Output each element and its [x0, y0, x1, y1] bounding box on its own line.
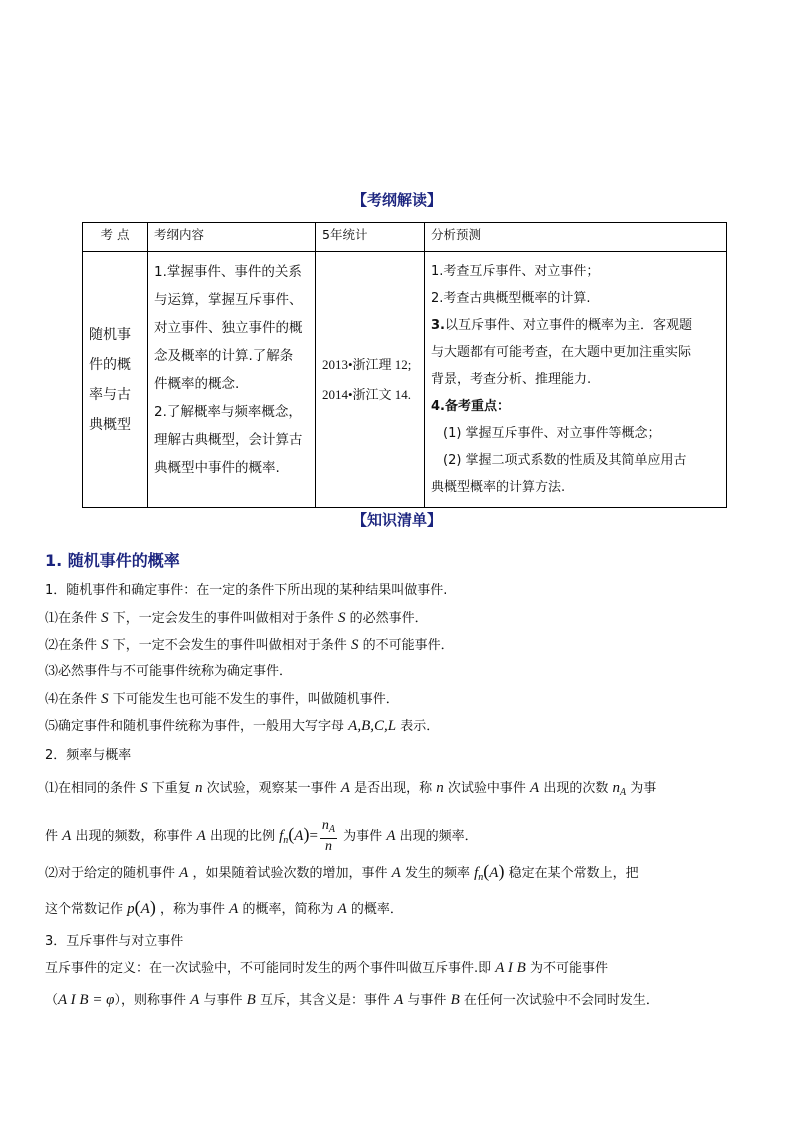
- content-line: 典概型中事件的概率.: [154, 460, 280, 476]
- math-paren: ): [303, 824, 310, 844]
- text: 次试验，观察某一事件: [206, 781, 337, 796]
- topic-line: 件的概: [89, 356, 131, 373]
- math-symbol: B: [450, 992, 460, 1008]
- math-symbol: f: [279, 828, 284, 844]
- text: 下，一定不会发生的事件叫做相对于条件: [112, 638, 347, 653]
- math-symbol: p: [127, 901, 135, 917]
- item-number: 3.: [431, 318, 445, 333]
- content-line: 念及概率的计算.了解条: [154, 348, 294, 364]
- text: ⑴在条件: [45, 611, 98, 626]
- analysis-line: 典概型概率的计算方法.: [431, 480, 566, 495]
- stats-cell: [316, 252, 425, 508]
- text: ，称为事件: [159, 902, 225, 917]
- analysis-line: 2.考查古典概型概率的计算.: [431, 291, 591, 306]
- text: ⑷在条件: [45, 692, 98, 707]
- text: 为不可能事件: [529, 961, 608, 976]
- text: 的必然事件．: [349, 611, 428, 626]
- content-line: 1.掌握事件、事件的关系: [154, 264, 302, 280]
- analysis-line: 1.考查互斥事件、对立事件；: [431, 264, 600, 279]
- text: （: [45, 993, 59, 1008]
- text: ⑵在条件: [45, 638, 98, 653]
- content-line: 与运算，掌握互斥事件、: [154, 292, 303, 308]
- paragraph: [45, 958, 735, 979]
- text: ⑴在相同的条件: [45, 781, 137, 796]
- subsection-title: 3．互斥事件与对立事件: [45, 934, 184, 949]
- math-symbol: S: [337, 610, 346, 626]
- paragraph: [45, 861, 735, 888]
- analysis-cell: [425, 252, 727, 508]
- text: 出现的频数，称事件: [75, 829, 193, 844]
- content-line: 2.了解概率与频率概念，: [154, 404, 302, 420]
- text: 发生的频率: [404, 866, 470, 881]
- math-symbol: A: [489, 865, 499, 881]
- math-subscript: n: [283, 835, 289, 846]
- fraction-numerator: [320, 818, 337, 839]
- math-fraction: [320, 818, 337, 855]
- outline-heading: 【考纲解读】: [351, 191, 442, 209]
- analysis-line: 背景，考查分析、推理能力.: [431, 372, 592, 387]
- math-symbol: A: [394, 992, 404, 1008]
- stats-line: 2014•浙江文 14.: [322, 386, 412, 402]
- math-symbol: n: [612, 780, 620, 796]
- topic-line: 率与古: [89, 386, 131, 403]
- math-symbol: A: [179, 865, 189, 881]
- content-line: 件概率的概念.: [154, 376, 240, 392]
- math-expression: A,B,C,L: [348, 718, 397, 734]
- paragraph: [45, 716, 735, 737]
- math-symbol: n: [436, 780, 444, 796]
- math-symbol: A: [140, 901, 150, 917]
- topic-cell: [83, 252, 148, 508]
- table-header-cell: 考 点: [83, 223, 148, 252]
- text: 出现的次数: [543, 781, 609, 796]
- text: 下可能发生也可能不发生的事件，叫做随机事件．: [112, 692, 399, 707]
- table-header-cell: 考纲内容: [148, 223, 316, 252]
- math-subscript: n: [478, 872, 484, 883]
- text: 出现的频率．: [399, 829, 478, 844]
- fraction-denominator: n: [324, 839, 332, 854]
- math-symbol: f: [474, 865, 479, 881]
- content-cell: [148, 252, 316, 508]
- math-symbol: S: [350, 637, 359, 653]
- paragraph: [45, 818, 735, 855]
- text: 下，一定会发生的事件叫做相对于条件: [112, 611, 334, 626]
- topic-line: 典概型: [89, 416, 131, 433]
- math-symbol: S: [140, 780, 148, 796]
- text: 次试验中事件: [447, 781, 526, 796]
- analysis-line: 4.备考重点：: [431, 399, 510, 414]
- paragraph: [45, 778, 735, 803]
- text: ⑵对于给定的随机事件: [45, 866, 176, 881]
- math-symbol: A: [190, 992, 200, 1008]
- math-paren: ): [149, 897, 156, 917]
- math-symbol: n: [194, 780, 203, 796]
- section-title: 1. 随机事件的概率: [45, 551, 180, 570]
- math-symbol: A: [294, 828, 304, 844]
- table-row: [83, 252, 727, 508]
- math-symbol: S: [101, 691, 109, 707]
- math-symbol: A: [386, 828, 396, 844]
- math-paren: (: [288, 824, 295, 844]
- table-header-cell: 分析预测: [425, 223, 727, 252]
- analysis-line: 与大题都有可能考查，在大题中更加注重实际: [431, 345, 692, 360]
- text: 的不可能事件．: [362, 638, 454, 653]
- paragraph: [45, 635, 735, 656]
- text: 为事: [630, 781, 657, 796]
- subsection-title: 2．频率与概率: [45, 748, 132, 763]
- text: 的概率．: [350, 902, 403, 917]
- math-symbol: S: [101, 610, 109, 626]
- text: ⑸确定事件和随机事件统称为事件，一般用大写字母: [45, 719, 345, 734]
- paragraph: ⑶必然事件与不可能事件统称为确定事件．: [45, 664, 293, 679]
- text: 的概率，简称为: [242, 902, 334, 917]
- text: 互斥事件的定义：在一次试验中，不可能同时发生的两个事件叫做互斥事件.即: [45, 961, 492, 976]
- analysis-line: [431, 312, 720, 339]
- text: 表示．: [400, 719, 440, 734]
- analysis-line: (2) 掌握二项式系数的性质及其简单应用古: [443, 453, 687, 468]
- text: 下重复: [151, 781, 191, 796]
- frequency-formula: [279, 818, 343, 854]
- text: 是否出现，称: [354, 781, 433, 796]
- content-line: 对立事件、独立事件的概: [154, 320, 303, 336]
- table-header-cell: 5年统计: [316, 223, 425, 252]
- text: 这个常数记作: [45, 902, 124, 917]
- content-line: 理解古典概型，会计算古: [154, 432, 303, 448]
- text: 与事件: [407, 993, 447, 1008]
- text: 为事件: [343, 829, 383, 844]
- math-operator: =: [309, 828, 318, 844]
- math-symbol: A: [196, 828, 206, 844]
- table-header-row: [83, 223, 727, 252]
- analysis-line: (1) 掌握互斥事件、对立事件等概念；: [443, 426, 661, 441]
- math-symbol: A: [337, 901, 347, 917]
- math-subscript: A: [619, 787, 627, 798]
- knowledge-list-heading: 【知识清单】: [351, 511, 442, 529]
- math-symbol: B: [246, 992, 256, 1008]
- text: 互斥，其含义是：事件: [259, 993, 390, 1008]
- math-subscript: A: [328, 824, 336, 835]
- math-symbol: A: [62, 828, 72, 844]
- text: 件: [45, 829, 59, 844]
- text: 稳定在某个常数上，把: [508, 866, 639, 881]
- math-expression: A I B: [495, 960, 526, 976]
- math-symbol: A: [530, 780, 540, 796]
- math-symbol: A: [340, 780, 350, 796]
- math-symbol: A: [229, 901, 239, 917]
- paragraph: 1．随机事件和确定事件：在一定的条件下所出现的某种结果叫做事件.: [45, 583, 448, 598]
- text: 在任何一次试验中不会同时发生．: [463, 993, 659, 1008]
- text: ），则称事件: [114, 993, 187, 1008]
- stats-line: 2013•浙江理 12;: [322, 356, 412, 372]
- math-symbol: A: [391, 865, 401, 881]
- analysis-text: 以互斥事件、对立事件的概率为主．客观题: [444, 318, 692, 333]
- math-symbol: n: [321, 818, 329, 833]
- text: 出现的比例: [209, 829, 275, 844]
- text: ，如果随着试验次数的增加，事件: [192, 866, 388, 881]
- topic-line: 随机事: [89, 326, 131, 343]
- paragraph: [45, 897, 735, 920]
- math-expression: A I B = φ: [58, 992, 115, 1008]
- math-paren: ): [498, 861, 505, 881]
- paragraph: [45, 990, 735, 1011]
- math-symbol: S: [101, 637, 109, 653]
- exam-outline-table: [82, 222, 727, 508]
- paragraph: [45, 608, 735, 629]
- paragraph: [45, 689, 735, 710]
- math-paren: (: [483, 861, 490, 881]
- text: 与事件: [203, 993, 243, 1008]
- math-paren: (: [134, 897, 141, 917]
